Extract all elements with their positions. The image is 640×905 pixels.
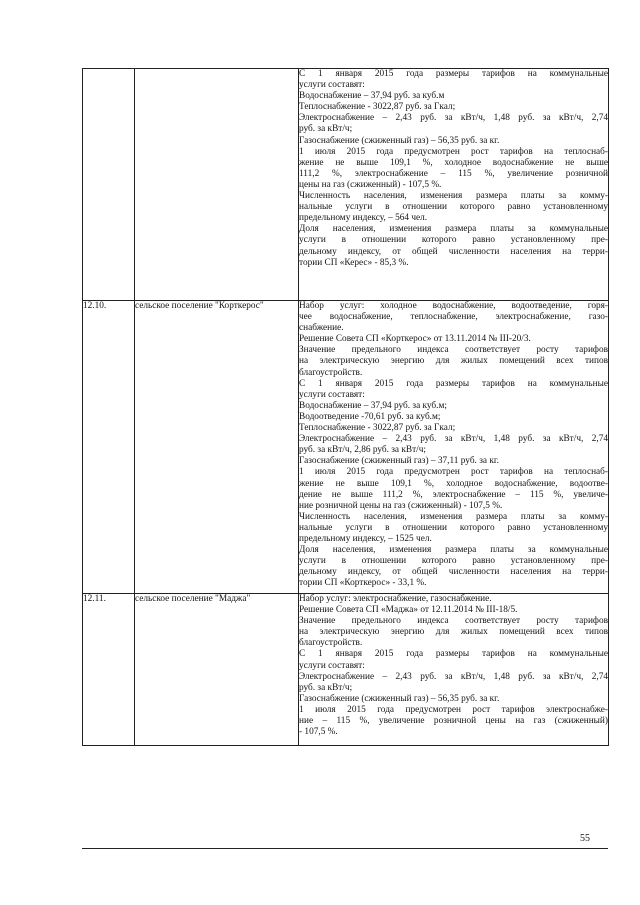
description-line: нальные услуги в отношении которого равно установленному	[299, 202, 608, 213]
tariff-table	[82, 68, 609, 746]
description-line: услуги составят:	[299, 80, 365, 91]
table-row	[83, 594, 609, 746]
description-line: услуги составят:	[299, 389, 365, 400]
row-number	[83, 69, 135, 301]
description-line: чее водоснабжение, теплоснабжение, электроснабжение, газо-	[299, 312, 608, 323]
description-line: 1 июля 2015 года предусмотрен рост тарифов на теплоснаб-	[299, 467, 608, 478]
description-line: Доля населения, изменения размера платы за коммунальные	[299, 224, 608, 235]
description-line: Водоснабжение – 37,94 руб. за куб.м	[299, 91, 445, 102]
description-line: жение не выше 109,1 %, холодное водоснабжение, водоотве-	[299, 478, 608, 489]
description-line: на электрическую энергию для жилых помещений всех типов	[299, 627, 608, 638]
description-line: Водоснабжение – 37,94 руб. за куб.м;	[299, 400, 447, 411]
description-line: 1 июля 2015 года предусмотрен рост тарифов на теплоснаб-	[299, 146, 608, 157]
description-line: Численность населения, изменения размера платы за комму-	[299, 511, 608, 522]
tariff-description	[299, 594, 609, 746]
settlement-name: сельское поселение "Маджа"	[135, 594, 299, 746]
description-line: Электроснабжение – 2,43 руб. за кВт/ч, 1,48 руб. за кВт/ч, 2,74	[299, 434, 608, 445]
description-line: благоустройств.	[299, 638, 363, 649]
description-line: ние розничной цены на газ (сжиженный) - 107,5 %.	[299, 500, 503, 511]
description-line: Электроснабжение – 2,43 руб. за кВт/ч, 1,48 руб. за кВт/ч, 2,74	[299, 671, 608, 682]
description-line: Решение Совета СП «Корткерос» от 13.11.2014 № III-20/3.	[299, 334, 531, 345]
description-line: руб. за кВт/ч;	[299, 682, 353, 693]
description-line: руб. за кВт/ч;	[299, 124, 353, 135]
description-line: Доля населения, изменения размера платы за коммунальные	[299, 545, 608, 556]
settlement-name: сельское поселение "Корткерос"	[135, 301, 299, 594]
description-line: Газоснабжение (сжиженный газ) – 56,35 руб. за кг.	[299, 693, 500, 704]
description-line: Газоснабжение (сжиженный газ) – 56,35 руб. за кг.	[299, 135, 500, 146]
description-line: Численность населения, изменения размера платы за комму-	[299, 191, 608, 202]
description-line: жение не выше 109,1 %, холодное водоснабжение не выше	[299, 157, 608, 168]
page-number: 55	[580, 833, 590, 844]
description-line: 111,2 %, электроснабжение – 115 %, увеличение розничной	[299, 168, 608, 179]
description-line: предельному индексу, – 1525 чел.	[299, 533, 432, 544]
description-line: С 1 января 2015 года размеры тарифов на коммунальные	[299, 69, 608, 79]
description-line: услуги составят:	[299, 660, 365, 671]
description-line: Значение предельного индекса соответствует росту тарифов	[299, 345, 608, 356]
description-line: нальные услуги в отношении которого равно установленному	[299, 522, 608, 533]
settlement-name	[135, 69, 299, 301]
row-number: 12.10.	[83, 301, 135, 594]
description-line: С 1 января 2015 года размеры тарифов на коммунальные	[299, 378, 608, 389]
description-line: услуги в отношении которого равно установленному пре-	[299, 235, 608, 246]
footer-divider	[82, 848, 608, 849]
description-line: благоустройств.	[299, 367, 363, 378]
description-line: Газоснабжение (сжиженный газ) – 37,11 руб. за кг.	[299, 456, 499, 467]
description-line: - 107,5 %.	[299, 727, 338, 738]
description-line: руб. за кВт/ч, 2,86 руб. за кВт/ч;	[299, 445, 427, 456]
description-line: услуги в отношении которого равно установленному пре-	[299, 556, 608, 567]
description-line: С 1 января 2015 года размеры тарифов на коммунальные	[299, 649, 608, 660]
description-line: дельному индексу, от общей численности населения на терри-	[299, 246, 608, 257]
description-line: снабжение.	[299, 323, 344, 334]
description-line: тории СП «Корткерос» - 33,1 %.	[299, 578, 427, 589]
description-line: дение не выше 111,2 %, электроснабжение – 115 %, увеличе-	[299, 489, 608, 500]
description-line: дельному индексу, от общей численности населения на терри-	[299, 567, 608, 578]
description-line: тории СП «Керес» - 85,3 %.	[299, 257, 409, 268]
tariff-table-body	[83, 69, 609, 746]
description-line: Решение Совета СП «Маджа» от 12.11.2014 № III-18/5.	[299, 605, 518, 616]
table-row	[83, 69, 609, 301]
row-number: 12.11.	[83, 594, 135, 746]
description-line: ние – 115 %, увеличение розничной цены на газ (сжиженный)	[299, 716, 608, 727]
table-row	[83, 301, 609, 594]
description-line: 1 июля 2015 года предусмотрен рост тарифов электроснабже-	[299, 704, 608, 715]
description-line: предельному индексу, – 564 чел.	[299, 213, 428, 224]
description-line: Теплоснабжение - 3022,87 руб. за Гкал;	[299, 102, 456, 113]
description-line: Теплоснабжение - 3022,87 руб. за Гкал;	[299, 423, 456, 434]
description-line: на электрическую энергию для жилых помещений всех типов	[299, 356, 608, 367]
description-line: Набор услуг: холодное водоснабжение, водоотведение, горя-	[299, 301, 608, 311]
description-line: цены на газ (сжиженный) - 107,5 %.	[299, 179, 442, 190]
description-line: Значение предельного индекса соответствует росту тарифов	[299, 616, 608, 627]
description-line: Набор услуг: электроснабжение, газоснабжение.	[299, 594, 492, 604]
description-line: Электроснабжение – 2,43 руб. за кВт/ч, 1,48 руб. за кВт/ч, 2,74	[299, 113, 608, 124]
description-line: Водоотведение -70,61 руб. за куб.м;	[299, 411, 441, 422]
tariff-description	[299, 301, 609, 594]
tariff-description	[299, 69, 609, 301]
